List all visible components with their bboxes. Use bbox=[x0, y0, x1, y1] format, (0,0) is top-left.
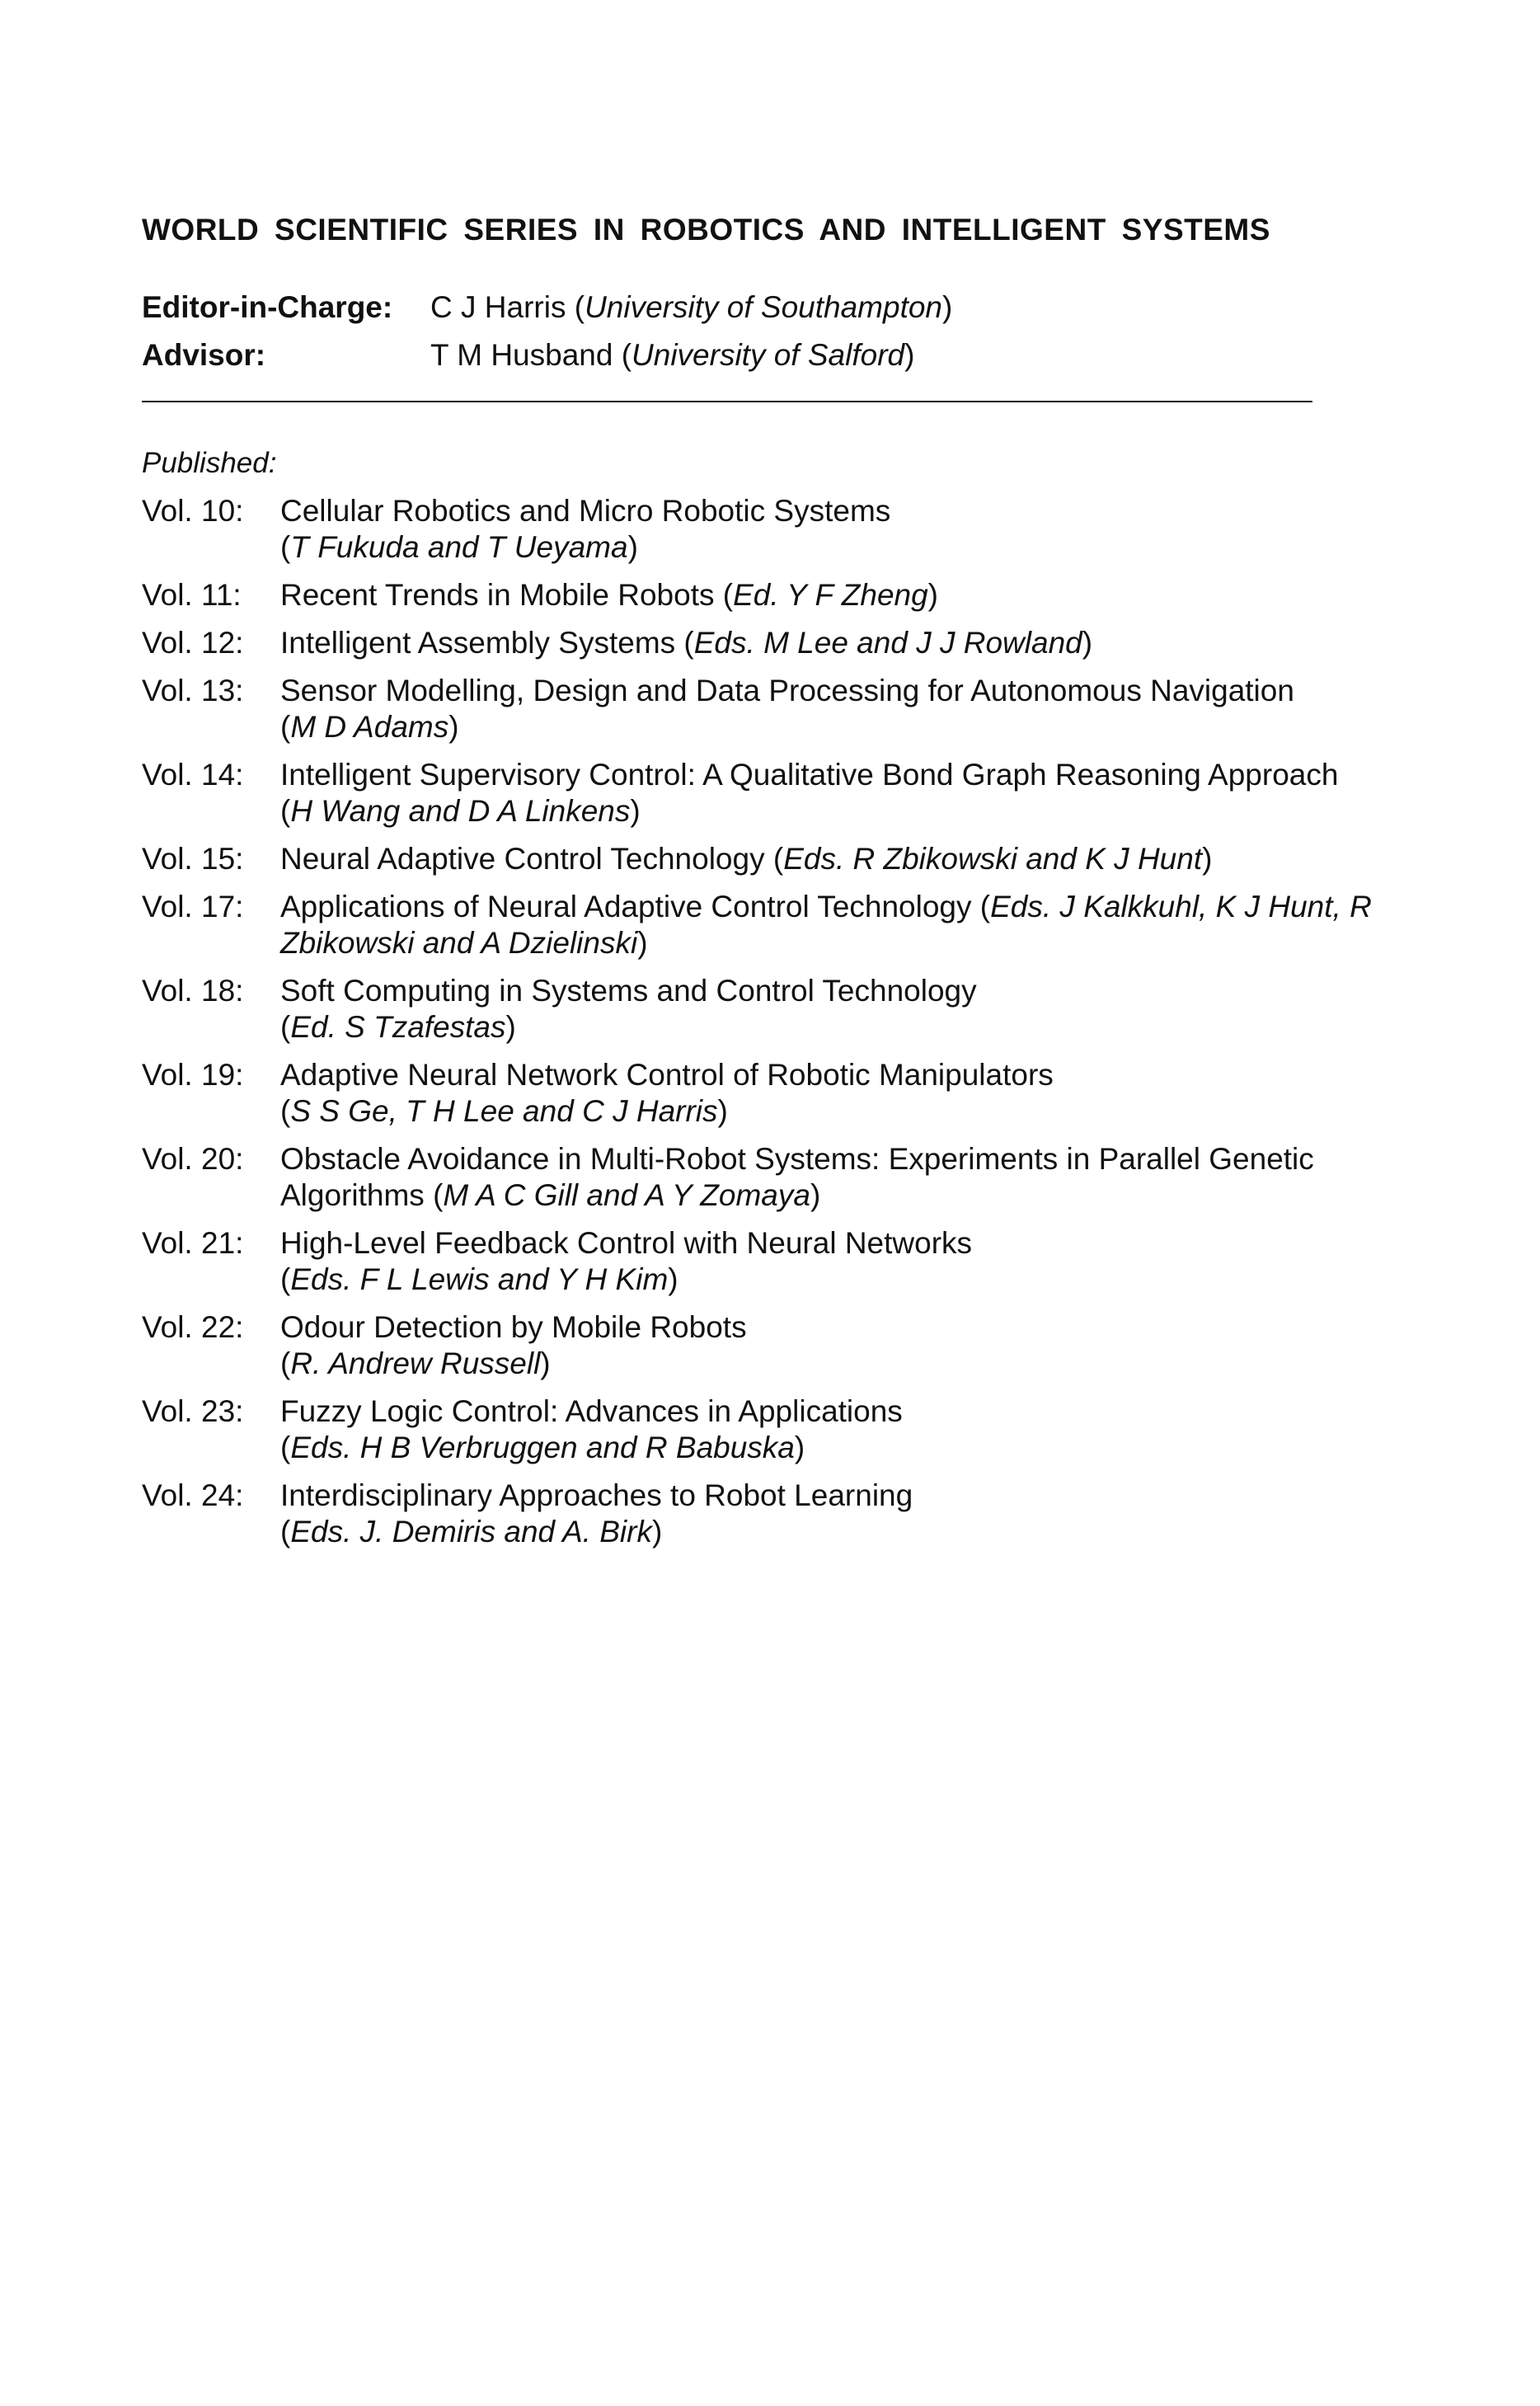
volume-title: Odour Detection by Mobile Robots bbox=[280, 1310, 747, 1344]
volume-title: Applications of Neural Adaptive Control Technology bbox=[280, 890, 972, 923]
volume-authors: Ed. Y F Zheng bbox=[733, 578, 928, 612]
volume-authors: Eds. H B Verbruggen and R Babuska bbox=[290, 1431, 795, 1464]
volume-entry bbox=[142, 889, 1378, 961]
volume-entry bbox=[142, 493, 1378, 566]
editor-role: Editor-in-Charge: bbox=[142, 290, 393, 324]
volume-title: Fuzzy Logic Control: Advances in Applications bbox=[280, 1394, 903, 1428]
volume-authors: Eds. M Lee and J J Rowland bbox=[693, 626, 1082, 660]
volume-number: Vol. 20: bbox=[142, 1142, 244, 1176]
editor-name: C J Harris bbox=[430, 290, 566, 324]
volume-authors: M D Adams bbox=[290, 710, 449, 744]
volume-entry bbox=[142, 1393, 1378, 1466]
volume-title: Adaptive Neural Network Control of Robotic Manipulators bbox=[280, 1058, 1054, 1092]
volume-number: Vol. 14: bbox=[142, 758, 244, 792]
advisor-role: Advisor: bbox=[142, 338, 266, 372]
volume-authors: T Fukuda and T Ueyama bbox=[290, 530, 628, 564]
volume-title: Recent Trends in Mobile Robots bbox=[280, 578, 715, 612]
volume-authors: Ed. S Tzafestas bbox=[290, 1010, 506, 1044]
volume-authors: M A C Gill and A Y Zomaya bbox=[443, 1178, 810, 1212]
volume-citation: Cellular Robotics and Micro Robotic Systems (T Fukuda and T Ueyama) bbox=[280, 494, 891, 564]
volume-entry bbox=[142, 973, 1378, 1046]
volume-number: Vol. 24: bbox=[142, 1478, 244, 1512]
volume-citation: Interdisciplinary Approaches to Robot Learning (Eds. J. Demiris and A. Birk) bbox=[280, 1478, 913, 1548]
volume-entry bbox=[142, 1141, 1378, 1214]
volume-number: Vol. 22: bbox=[142, 1310, 244, 1344]
volume-entry bbox=[142, 1225, 1378, 1298]
published-label: Published: bbox=[142, 447, 277, 479]
volume-number: Vol. 11: bbox=[142, 578, 242, 612]
volume-number: Vol. 15: bbox=[142, 842, 244, 876]
volume-citation: Intelligent Assembly Systems (Eds. M Lee and J J Rowland) bbox=[280, 626, 1093, 660]
volume-entry bbox=[142, 757, 1378, 829]
volume-citation: Recent Trends in Mobile Robots (Ed. Y F Zheng) bbox=[280, 578, 938, 612]
volume-title: Obstacle Avoidance in Multi-Robot Systems: Experiments in Parallel Genetic Algorithms bbox=[280, 1142, 1314, 1212]
volume-authors: S S Ge, T H Lee and C J Harris bbox=[290, 1094, 718, 1128]
volume-entry bbox=[142, 1309, 1378, 1382]
volume-entry bbox=[142, 841, 1378, 877]
volume-title: Intelligent Assembly Systems bbox=[280, 626, 676, 660]
volume-citation: Obstacle Avoidance in Multi-Robot Systems: Experiments in Parallel Genetic Algorithms (M A C Gill and A Y Zomaya) bbox=[280, 1142, 1314, 1212]
volume-citation: Adaptive Neural Network Control of Robotic Manipulators (S S Ge, T H Lee and C J Harris) bbox=[280, 1058, 1054, 1128]
volume-entry bbox=[142, 577, 1378, 613]
volume-number: Vol. 10: bbox=[142, 494, 244, 528]
volume-citation: Applications of Neural Adaptive Control Technology (Eds. J Kalkkuhl, K J Hunt, R Zbikowski and A Dzielinski) bbox=[280, 890, 1372, 960]
volume-title: Neural Adaptive Control Technology bbox=[280, 842, 765, 876]
advisor-name: T M Husband bbox=[430, 338, 613, 372]
volume-number: Vol. 23: bbox=[142, 1394, 244, 1428]
volume-entry bbox=[142, 1478, 1378, 1550]
volume-number: Vol. 21: bbox=[142, 1226, 244, 1260]
volume-number: Vol. 13: bbox=[142, 674, 244, 707]
volume-citation: Fuzzy Logic Control: Advances in Applications (Eds. H B Verbruggen and R Babuska) bbox=[280, 1394, 903, 1464]
volume-title: Cellular Robotics and Micro Robotic Systems bbox=[280, 494, 891, 528]
volume-list bbox=[142, 493, 1378, 1562]
volume-authors: Eds. J. Demiris and A. Birk bbox=[290, 1515, 652, 1548]
editor-affiliation: University of Southampton bbox=[585, 290, 942, 324]
divider-rule bbox=[142, 401, 1312, 402]
advisor-name-line: T M Husband (University of Salford) bbox=[430, 338, 915, 372]
volume-title: Intelligent Supervisory Control: A Qualitative Bond Graph Reasoning Approach bbox=[280, 758, 1339, 792]
volume-entry bbox=[142, 673, 1378, 745]
volume-citation: High-Level Feedback Control with Neural Networks (Eds. F L Lewis and Y H Kim) bbox=[280, 1226, 973, 1296]
volume-number: Vol. 18: bbox=[142, 974, 244, 1008]
volume-number: Vol. 17: bbox=[142, 890, 244, 923]
volume-authors: Eds. J Kalkkuhl, K J Hunt, R Zbikowski and A Dzielinski bbox=[280, 890, 1372, 960]
volume-title: High-Level Feedback Control with Neural Networks bbox=[280, 1226, 973, 1260]
volume-citation: Odour Detection by Mobile Robots (R. Andrew Russell) bbox=[280, 1310, 747, 1380]
volume-number: Vol. 12: bbox=[142, 626, 244, 660]
volume-title: Interdisciplinary Approaches to Robot Learning bbox=[280, 1478, 913, 1512]
volume-entry bbox=[142, 1057, 1378, 1130]
volume-authors: R. Andrew Russell bbox=[290, 1346, 541, 1380]
volume-authors: Eds. R Zbikowski and K J Hunt bbox=[783, 842, 1203, 876]
series-title: WORLD SCIENTIFIC SERIES IN ROBOTICS AND INTELLIGENT SYSTEMS bbox=[142, 213, 1270, 247]
volume-title: Soft Computing in Systems and Control Technology bbox=[280, 974, 977, 1008]
volume-citation: Intelligent Supervisory Control: A Qualitative Bond Graph Reasoning Approach (H Wang and D A Linkens) bbox=[280, 758, 1339, 828]
editor-name-line: C J Harris (University of Southampton) bbox=[430, 290, 953, 324]
advisor-affiliation: University of Salford bbox=[631, 338, 905, 372]
volume-number: Vol. 19: bbox=[142, 1058, 244, 1092]
volume-citation: Soft Computing in Systems and Control Technology (Ed. S Tzafestas) bbox=[280, 974, 977, 1044]
volume-authors: H Wang and D A Linkens bbox=[290, 794, 631, 828]
volume-authors: Eds. F L Lewis and Y H Kim bbox=[290, 1262, 669, 1296]
volume-entry bbox=[142, 625, 1378, 661]
volume-citation: Sensor Modelling, Design and Data Processing for Autonomous Navigation (M D Adams) bbox=[280, 674, 1294, 744]
volume-title: Sensor Modelling, Design and Data Processing for Autonomous Navigation bbox=[280, 674, 1294, 707]
volume-citation: Neural Adaptive Control Technology (Eds. R Zbikowski and K J Hunt) bbox=[280, 842, 1213, 876]
